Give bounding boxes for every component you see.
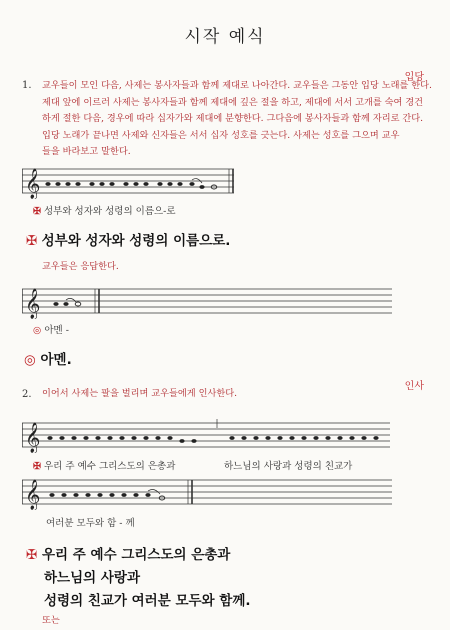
instruction-line: 들을 바라보고 말한다.	[42, 146, 131, 157]
instruction-line: 제대 앞에 이르러 사제는 봉사자들과 함께 제대에 깊은 절을 하고, 제대에 서서 고개를 숙여 경건	[42, 96, 424, 108]
section-label-greeting: 인사	[404, 381, 424, 392]
priest-cross-icon: ✠	[33, 206, 41, 217]
or-label: 또는	[42, 615, 60, 626]
spoken-greeting-line: 성령의 친교가 여러분 모두와 함께.	[44, 593, 251, 609]
chant-lyric-greeting-1b: 하느님의 사랑과 성령의 친교가	[224, 461, 353, 472]
chant-lyric-greeting-1: ✠ 우리 주 예수 그리스도의 은총과	[33, 461, 176, 472]
instruction-line: 입당 노래가 끝나면 사제와 신자들은 서서 십자 성호를 긋는다. 사제는 성호를 그으며 교우	[42, 129, 400, 141]
spoken-greeting-line: ✠ 우리 주 예수 그리스도의 은총과	[26, 547, 231, 563]
music-staff-sign-of-cross	[22, 165, 242, 199]
treble-clef-icon: 𝄞	[25, 423, 41, 453]
chant-lyric-sign-of-cross: ✠ 성부와 성자와 성령의 이름으-로	[33, 206, 176, 217]
section-number-2: 2.	[22, 389, 32, 400]
priest-cross-icon: ✠	[26, 547, 38, 563]
spoken-greeting	[26, 544, 251, 613]
priest-cross-icon: ✠	[33, 461, 41, 472]
music-staff-greeting-1	[22, 419, 394, 453]
spoken-amen: ◎ 아멘.	[24, 352, 72, 368]
spoken-greeting-line: 하느님의 사랑과	[44, 570, 140, 586]
people-response-icon: ◎	[33, 325, 42, 336]
treble-clef-icon: 𝄞	[25, 169, 41, 199]
instruction-line: 하게 절한 다음, 경우에 따라 십자가와 제대에 분향한다. 그다음에 봉사자들과 함께 자리로 간다.	[42, 113, 424, 124]
music-staff-greeting-2	[22, 476, 397, 510]
music-staff-amen	[22, 285, 397, 319]
priest-cross-icon: ✠	[26, 233, 38, 249]
page-title: 시작 예식	[184, 27, 266, 47]
instruction-line: 교우들이 모인 다음, 사제는 봉사자들과 함께 제대로 나아간다. 교우들은 그동안 입당 노래를 한다.	[42, 80, 432, 91]
spoken-sign-of-cross: ✠ 성부와 성자와 성령의 이름으로.	[26, 233, 231, 249]
people-response-icon: ◎	[24, 352, 36, 368]
section-label-entrance: 입당	[404, 72, 424, 83]
treble-clef-icon: 𝄞	[25, 480, 41, 510]
section-number-1: 1.	[22, 80, 32, 91]
entrance-instructions	[42, 78, 434, 161]
treble-clef-icon: 𝄞	[25, 289, 41, 319]
chant-lyric-greeting-2: 여러분 모두와 함 - 께	[46, 518, 135, 529]
greeting-instruction: 이어서 사제는 팔을 벌리며 교우들에게 인사한다.	[42, 388, 238, 399]
response-instruction: 교우들은 응답한다.	[42, 261, 119, 272]
chant-lyric-amen: ◎ 아멘 -	[33, 325, 69, 336]
